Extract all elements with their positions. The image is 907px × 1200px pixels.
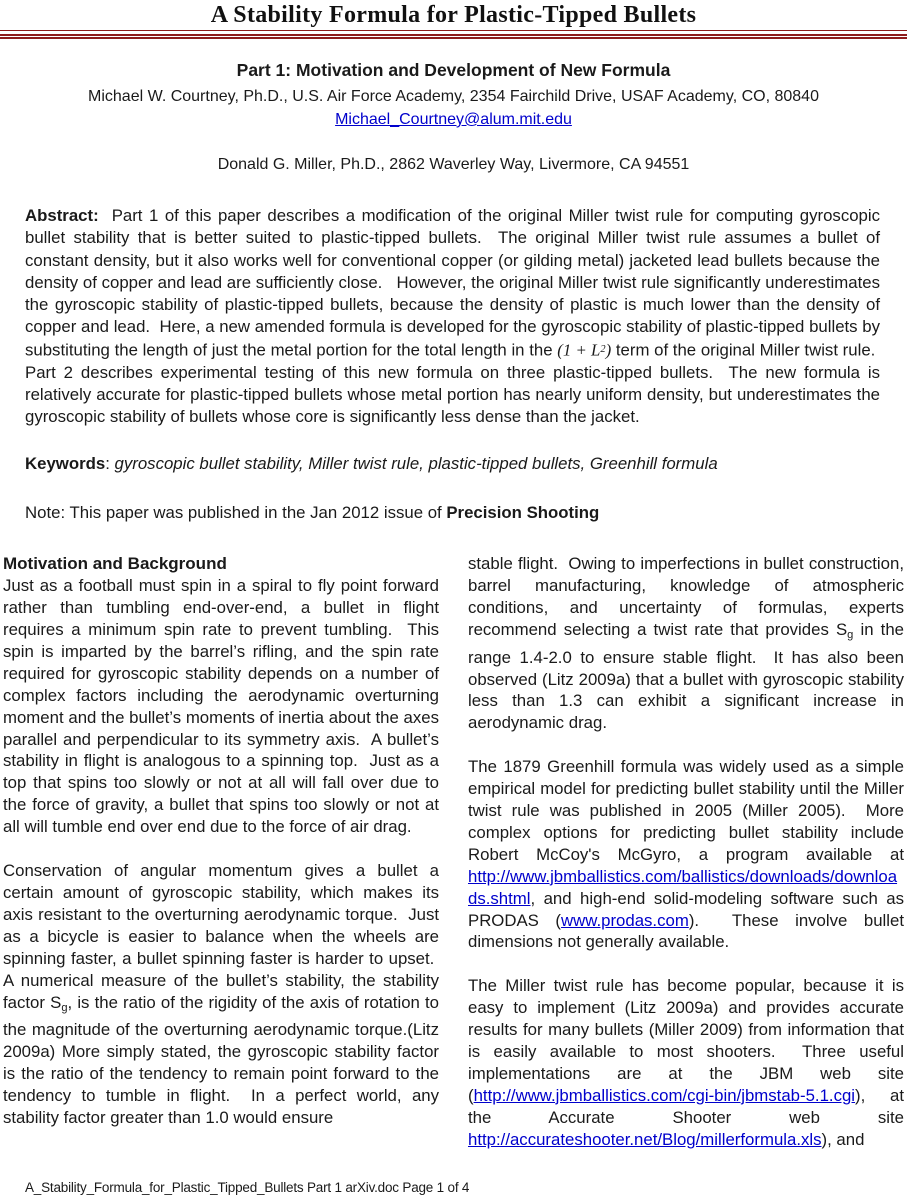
text-run: Keywords: [25, 453, 106, 473]
text-run: ): [605, 340, 612, 360]
paper-title: A Stability Formula for Plastic-Tipped Bullets: [210, 2, 697, 28]
footer-filename: A_Stability_Formula_for_Plastic_Tipped_Bullets Part 1 arXiv.doc Page 1 of 4: [25, 1180, 470, 1195]
text-run: g: [61, 1001, 68, 1014]
abstract-paragraph: [25, 205, 880, 429]
body-paragraph: [468, 553, 904, 734]
publication-note-line: [25, 502, 880, 524]
text-run: Just as a football must spin in a spiral to fly point forward rather than tumbling end-over-end, a bullet in flight requires a minimum spin rate to prevent tumbling. This spin is imparted by the barrel’s rifling, and the spin rate required for gyroscopic stability depends on a number of complex factors including the aerodynamic overturning moment and the bullet’s moments of inertia about the axes parallel and perpendicular to its symmetry axis. A bullet’s stability in flight is analogous to a spinning top. Just as a top that spins too slowly or not at all will fall over due to the force of gravity, a bullet that spins too slowly or not at all will tumble end over end due to the force of air drag.: [3, 576, 439, 837]
part-heading: Part 1: Motivation and Development of New Formula: [236, 60, 671, 80]
text-run: :: [105, 453, 115, 473]
text-run: Abstract:: [25, 206, 99, 225]
text-run: 2: [600, 343, 606, 355]
body-paragraph: [468, 975, 904, 1150]
right-column: [468, 553, 904, 1150]
text-run: term of the original Miller twist rule. Part 2 describes experimental testing of this new formula on three plastic-tipped bullets. The new formula is relatively accurate for plastic-tipped bullets whose metal portion has nearly uniform density, but underestimates the gyroscopic stability of bullets whose core is significantly less dense than the jacket.: [25, 340, 880, 427]
text-run: stable flight. Owing to imperfections in bullet construction, barrel manufacturing, knowledge of atmospheric conditions, and uncertainty of formulas, experts recommend selecting a twist rate that provides S: [468, 554, 904, 639]
text-run: Note: This paper was published in the Jan 2012 issue of: [25, 502, 447, 522]
hyperlink[interactable]: www.prodas.com: [561, 910, 689, 930]
author-line-2: Donald G. Miller, Ph.D., 2862 Waverley Way, Livermore, CA 94551: [217, 156, 690, 173]
text-run: , and high-end solid-modeling software such as PRODAS (: [468, 888, 904, 930]
body-paragraph: [3, 860, 439, 1129]
text-run: in the range 1.4-2.0 to ensure stable flight. It has also been observed (Litz 2009a) that a bullet with gyroscopic stability less than 1.3 can exhibit a significant increase in aerodynamic drag.: [468, 619, 904, 733]
text-run: Part 1 of this paper describes a modification of the original Miller twist rule for computing gyroscopic bullet stability that is better suited to plastic-tipped bullets. The original Miller twist rule assumes a bullet of constant density, but it also works well for conventional copper (or gilding metal) jacketed lead bullets because the density of copper and lead are sufficiently close. However, the original Miller twist rule significantly underestimates the gyroscopic stability of plastic-tipped bullets, because the density of plastic is much lower than the density of copper and lead. Here, a new amended formula is developed for the gyroscopic stability of plastic-tipped bullets by substituting the length of just the metal portion for the total length in the: [25, 206, 880, 360]
text-run: (1 + L: [557, 340, 601, 360]
email-link[interactable]: Michael_Courtney@alum.mit.edu: [335, 111, 572, 128]
rule-thin: [0, 30, 907, 31]
hyperlink[interactable]: http://www.jbmballistics.com/cgi-bin/jbmstab-5.1.cgi: [473, 1085, 856, 1105]
text-run: , is the ratio of the rigidity of the axis of rotation to the magnitude of the overturning aerodynamic torque.(Litz 2009a) More simply stated, the gyroscopic stability factor is the ratio of the tendency to remain point forward to the tendency to tumble in flight. In a perfect world, any stability factor greater than 1.0 would ensure: [3, 992, 440, 1127]
text-run: Precision Shooting: [446, 502, 600, 522]
hyperlink[interactable]: http://accurateshooter.net/Blog/millerformula.xls: [468, 1129, 822, 1149]
body-paragraph: [3, 575, 439, 838]
text-run: ). These involve bullet dimensions not generally available.: [468, 910, 905, 952]
text-run: g: [847, 628, 854, 641]
body-paragraph: [468, 756, 904, 953]
text-run: ), and: [821, 1129, 865, 1149]
author-line-1: Michael W. Courtney, Ph.D., U.S. Air Force Academy, 2354 Fairchild Drive, USAF Academy, CO, 80840: [88, 88, 819, 105]
text-run: ), at the Accurate Shooter web site: [468, 1085, 904, 1127]
title-divider-rule: [0, 30, 907, 39]
keywords-line: [25, 453, 880, 475]
rule-thick-top: [0, 34, 907, 36]
two-column-body: [0, 553, 907, 1150]
left-column: [3, 553, 439, 1150]
text-run: Conservation of angular momentum gives a bullet a certain amount of gyroscopic stability, which makes its axis resistant to the overturning aerodynamic torque. Just as a bicycle is easier to balance when the wheels are spinning faster, a bullet spinning faster is harder to upset. A numerical measure of the bullet’s stability, the stability factor S: [3, 861, 439, 1012]
text-run: The 1879 Greenhill formula was widely used as a simple empirical model for predicting bullet stability until the Miller twist rule was published in 2005 (Miller 2005). More complex options for predicting bullet stability include Robert McCoy's McGyro, a program available at: [468, 757, 904, 864]
text-run: gyroscopic bullet stability, Miller twist rule, plastic-tipped bullets, Greenhill formula: [114, 453, 718, 473]
hyperlink[interactable]: http://www.jbmballistics.com/ballistics/downloads/downloads.shtml: [468, 866, 898, 908]
section-heading-motivation: Motivation and Background: [3, 554, 227, 574]
text-run: The Miller twist rule has become popular, because it is easy to implement (Litz 2009a) and provides accurate results for many bullets (Miller 2009) from information that is easily available to most shooters. Three useful implementations are at the JBM web site (: [468, 976, 904, 1105]
rule-thick-bottom: [0, 37, 907, 39]
email-line: [0, 109, 907, 130]
